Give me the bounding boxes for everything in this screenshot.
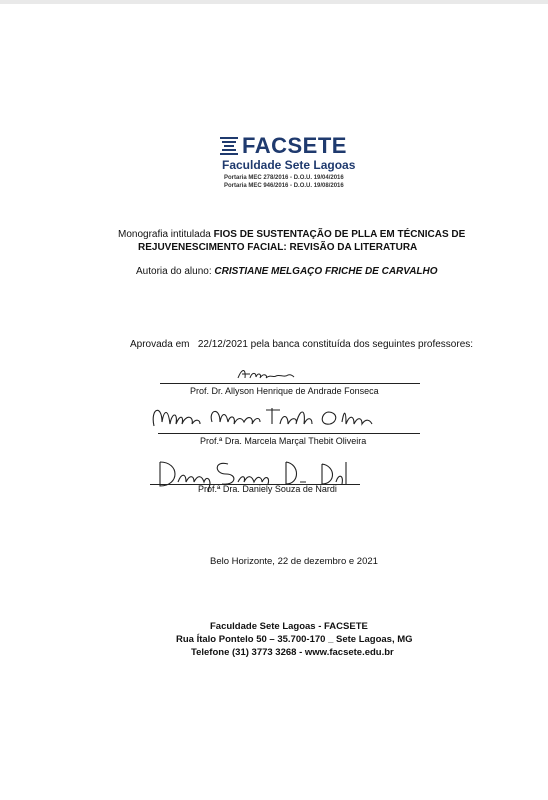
approval-suffix: pela banca constituída dos seguintes professores: — [250, 339, 474, 350]
author-name: CRISTIANE MELGAÇO FRICHE DE CARVALHO — [214, 266, 438, 277]
monograph-intro: Monografia intitulada — [118, 229, 214, 240]
monograph-title-part-1: FIOS DE SUSTENTAÇÃO DE PLLA EM TÉCNICAS DE — [213, 229, 466, 240]
signature-1 — [236, 366, 296, 384]
author-line — [136, 266, 438, 278]
logo-subtitle: Faculdade Sete Lagoas — [222, 158, 356, 172]
signature-line-1 — [160, 383, 420, 384]
monograph-title-line-1 — [118, 229, 465, 241]
facsete-logo — [216, 134, 356, 192]
approval-line — [130, 339, 473, 351]
footer-address: Rua Ítalo Pontelo 50 – 35.700-170 _ Sete Lagoas, MG — [176, 634, 413, 645]
examiner-1-name: Prof. Dr. Allyson Henrique de Andrade Fonseca — [190, 386, 379, 396]
signature-line-2 — [158, 433, 420, 434]
monograph-title-part-2: REJUVENESCIMENTO FACIAL: REVISÃO DA LITERATURA — [138, 242, 418, 253]
approval-date: 22/12/2021 — [197, 339, 248, 350]
footer-institution: Faculdade Sete Lagoas - FACSETE — [210, 621, 368, 632]
portaria-line-1: Portaria MEC 278/2016 - D.O.U. 19/04/2016 — [224, 175, 344, 181]
logo-name: FACSETE — [242, 133, 347, 158]
signature-2 — [148, 400, 376, 436]
examiner-3-name: Prof.ª Dra. Daniely Souza de Nardi — [198, 484, 337, 494]
author-label: Autoria do aluno: — [136, 266, 215, 277]
facsete-emblem-icon — [220, 137, 238, 157]
examiner-2-name: Prof.ª Dra. Marcela Marçal Thebit Oliveira — [200, 436, 367, 446]
approval-prefix: Aprovada em — [130, 339, 190, 350]
portaria-line-2: Portaria MEC 946/2016 - D.O.U. 19/08/2016 — [224, 183, 344, 189]
footer-contact: Telefone (31) 3773 3268 - www.facsete.edu.br — [191, 647, 394, 658]
scan-edge — [0, 0, 548, 4]
place-and-date: Belo Horizonte, 22 de dezembro e 2021 — [210, 556, 378, 567]
